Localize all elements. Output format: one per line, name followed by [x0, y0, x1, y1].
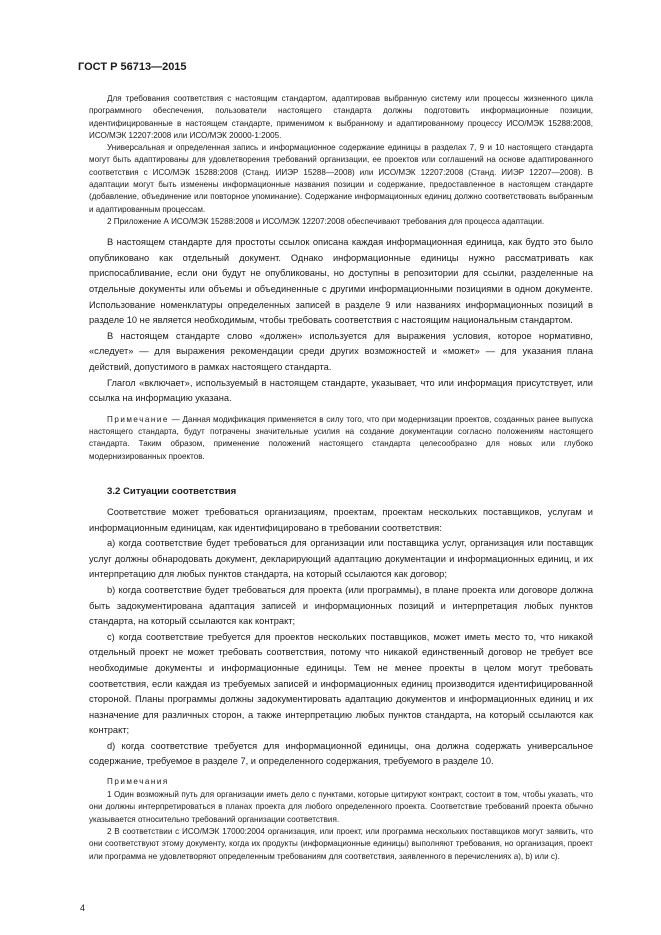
- body-paragraph: Соответствие может требоваться организациям, проектам, проектам нескольких поставщиков, услугам и информационным единицам, как идентифицировано в требовании соответствия:: [89, 506, 593, 533]
- section-body: [89, 505, 593, 770]
- note-paragraph: 1 Один возможный путь для организации иметь дело с пунктами, которые цитируют контракт, состоит в том, чтобы указать, что они должны интерпретироваться в планах проекта для любого определенного проекта. Соответствие требований проекта обычно указывается относительно требований организации соответствия.: [89, 790, 593, 824]
- note-mid: [89, 414, 593, 463]
- note-paragraph: 2 Приложение А ИСО/МЭК 15288:2008 и ИСО/МЭК 12207:2008 обеспечивают требования для процесса адаптации.: [107, 216, 545, 226]
- page-content: [89, 93, 593, 863]
- body-top: [89, 235, 593, 407]
- note-paragraph: [89, 414, 593, 463]
- notes-title: Примечания: [107, 777, 169, 787]
- note-paragraph: Для требования соответствия с настоящим стандартом, адаптировав выбранную систему или процессы жизненного цикла программного обеспечения, пользователи настоящего стандарта должны подготовить информационные позиции, идентифицированные в настоящем стандарте, применимом к выбранному и адаптированному процессу ИСО/МЭК 15288:2008, ИСО/МЭК 12207:2008 или ИСО/МЭК 20000-1:2005.: [89, 94, 593, 140]
- note-paragraph: 2 В соответствии с ИСО/МЭК 17000:2004 организация, или проект, или программа нескольких поставщиков могут заявить, что они соответствуют этому документу, когда их продукты (информационные единицы) выполняют требования, но организация, проект или программа не удовлетворяют определенным требованиям для соответствия, заявленного в перечислениях а), b) или с).: [89, 826, 593, 861]
- note-text: — Данная модификация применяется в силу того, что при модернизации проектов, созданных ранее выпуска настоящего стандарта, будут потрачены значительные усилия на создание документации согласно положениям настоящего стандарта. Таким образом, применение положений настоящего стандарта целесообразно для новых или глубоко модернизированных проектов.: [89, 414, 593, 461]
- document-header: ГОСТ Р 56713—2015: [78, 61, 187, 73]
- body-paragraph: В настоящем стандарте для простоты ссылок описана каждая информационная единица, как будто это было опубликовано как отдельный документ. Однако информационные единицы нужно рассматривать как приспосабливание, если они будут не опубликованы, но доступны в репозитории для ссылки, разделенные на отдельные документы или объемы и объединенные с другими информационными позициями в одном документе. Использование номенклатуры определенных записей в разделе 9 или названиях информационных позиций в разделе 10 не является необходимым, чтобы требовать соответствия с настоящим национальным стандартом.: [89, 237, 593, 326]
- list-item: c) когда соответствие требуется для проектов нескольких поставщиков, может иметь место то, что никакой отдельный проект не может требовать соответствия, потому что никакой единственный договор не требует все необходимые документы и информационные единицы. Тем не менее проекты в целом могут требовать соответствия, если каждая из требуемых записей и информационных единиц производится идентифицированной стороной. Планы программы должны задокументировать адаптацию документов и информационных единиц и их назначение для различных сторон, а также интерпретацию любых пунктов стандарта, на который ссылаются как контракт;: [89, 631, 593, 736]
- list-item: а) когда соответствие будет требоваться для организации или поставщика услуг, организация или поставщик услуг должны обнародовать документ, декларирующий адаптацию документации и информационных единиц, и их интерпретацию для любых пунктов стандарта, на который ссылаются как договор;: [89, 538, 593, 580]
- note-paragraph: Универсальная и определенная запись и информационное содержание единицы в разделах 7, 9 и 10 настоящего стандарта могут быть адаптированы для удовлетворения требований организации, ее проектов или соглашений на основе адаптированного соответствия с ИСО/МЭК 15288:2008 (Станд. ИИЭР 15288—2008) или ИСО/МЭК 12207:2008 (Станд. ИИЭР 12207—2008). В адаптации могут быть изменены информационные названия позиции и содержание, предоставленное в настоящем стандарте (добавление, объединение или повторное упоминание). Содержание информационных единиц должно соответствовать выбранным и адаптированным процессам.: [89, 143, 593, 214]
- list-item: b) когда соответствие будет требоваться для проекта (или программы), в плане проекта или договоре должна быть задокументирована адаптация записей и информационных позиций и интерпретация любых пунктов стандарта, на который ссылаются как контракт;: [89, 584, 593, 627]
- body-paragraph: Глагол «включает», используемый в настоящем стандарте, указывает, что или информация присутствует, или ссылка на информацию указана.: [89, 377, 593, 404]
- note-label: Примечание: [107, 414, 169, 424]
- section-title: 3.2 Ситуации соответствия: [107, 485, 237, 497]
- page-number: 4: [80, 903, 86, 913]
- body-paragraph: В настоящем стандарте слово «должен» используется для выражения условия, которое нормативно, «следует» — для выражения рекомендации среди других возможностей и «может» — для указания плана действий, допустимого в рамках настоящего стандарта.: [89, 330, 593, 373]
- notes-bottom: [89, 789, 593, 863]
- notes-top: [89, 93, 593, 228]
- list-item: d) когда соответствие требуется для информационной единицы, она должна содержать универсальное содержание, требуемое в разделе 7, и определенного содержания, требуемого в разделе 10.: [89, 740, 593, 767]
